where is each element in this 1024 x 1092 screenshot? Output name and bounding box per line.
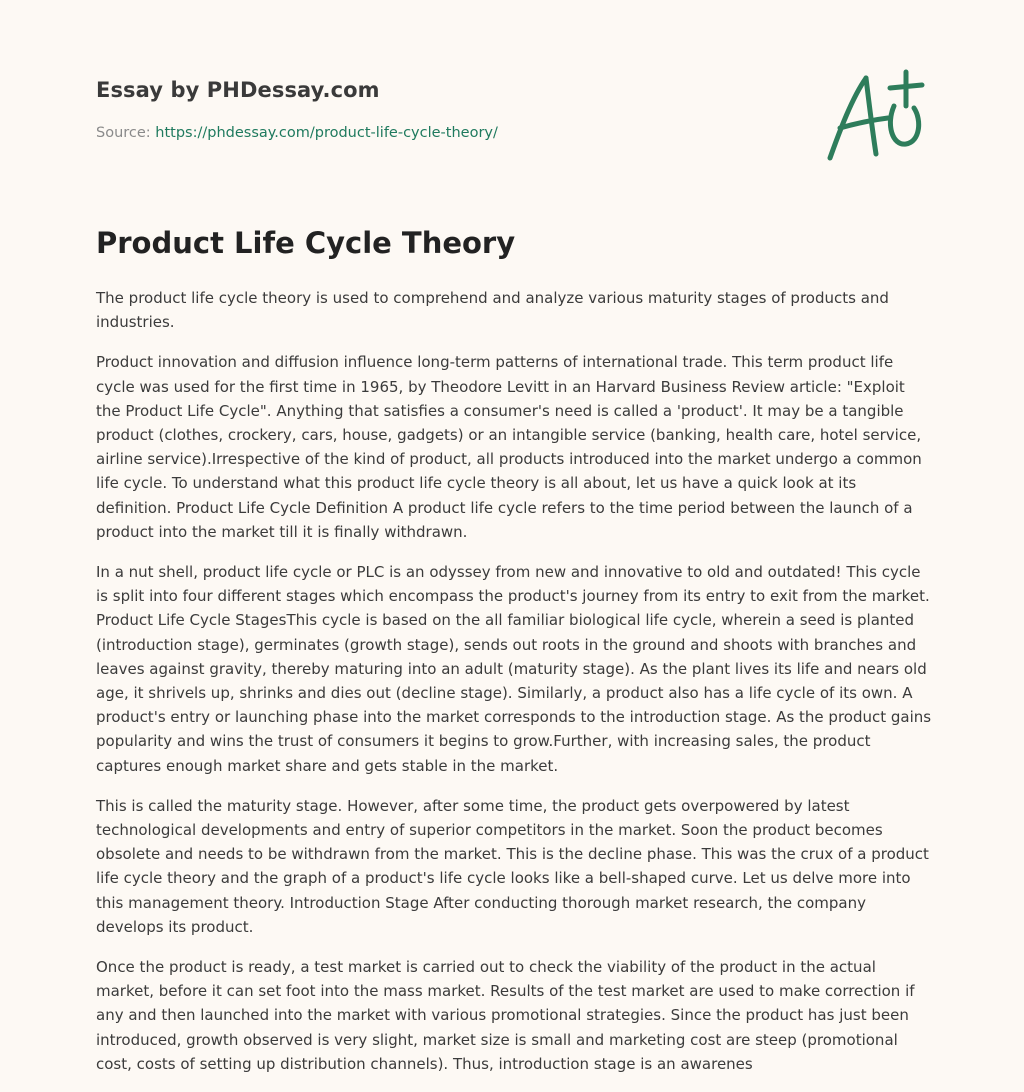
paragraph: In a nut shell, product life cycle or PLC is an odyssey from new and innovative to old and outdated! This cycle is split into four different stages which encompass the product's journey from its entry to exit from the market. Product Life Cycle StagesThis cycle is based on the all familiar biological life cycle, wherein a seed is planted (introduction stage), germinates (growth stage), sends out roots in the ground and shoots with branches and leaves against gravity, thereby maturing into an adult (maturity stage). As the plant lives its life and nears old age, it shrivels up, shrinks and dies out (decline stage). Similarly, a product also has a life cycle of its own. A product's entry or launching phase into the market corresponds to the introduction stage. As the product gains popularity and wins the trust of consumers it begins to grow.Further, with increasing sales, the product captures enough market share and gets stable in the market. [96,563,932,775]
essay-page [96,0,934,1073]
paragraph: This is called the maturity stage. However, after some time, the product gets overpowered by latest technological developments and entry of superior competitors in the market. Soon the product becomes obsolete and needs to be withdrawn from the market. This is the decline phase. This was the crux of a product life cycle theory and the graph of a product's life cycle looks like a bell-shaped curve. Let us delve more into this management theory. Introduction Stage After conducting thorough market research, the company develops its product. [96,796,929,936]
a-plus-grade-icon [822,68,926,164]
article-title: Product Life Cycle Theory [96,226,516,260]
source-line [96,125,498,141]
source-link[interactable]: https://phdessay.com/product-life-cycle-theory/ [155,125,498,141]
page-header [96,0,934,190]
paragraph: The product life cycle theory is used to comprehend and analyze various maturity stages of products and industries. [96,289,889,332]
paragraph: Once the product is ready, a test market is carried out to check the viability of the product in the actual market, before it can set foot into the mass market. Results of the test market are used to make correction if any and then launched into the market with various promotional strategies. Since the product has just been introduced, growth observed is very slight, market size is small and marketing cost are steep (promotional cost, costs of setting up distribution channels). Thus, introduction stage is an awarenes [96,958,915,1073]
paragraph: Product innovation and diffusion influence long-term patterns of international trade. This term product life cycle was used for the first time in 1965, by Theodore Levitt in an Harvard Business Review article: "Exploit the Product Life Cycle". Anything that satisfies a consumer's need is called a 'product'. It may be a tangible product (clothes, crockery, cars, house, gadgets) or an intangible service (banking, health care, hotel service, airline service).Irrespective of the kind of product, all products introduced into the market undergo a common life cycle. To understand what this product life cycle theory is all about, let us have a quick look at its definition. Product Life Cycle Definition A product life cycle refers to the time period between the launch of a product into the market till it is finally withdrawn. [96,353,922,541]
article-body [96,286,934,1092]
source-label: Source: [96,125,156,141]
site-brand: Essay by PHDessay.com [96,78,380,102]
